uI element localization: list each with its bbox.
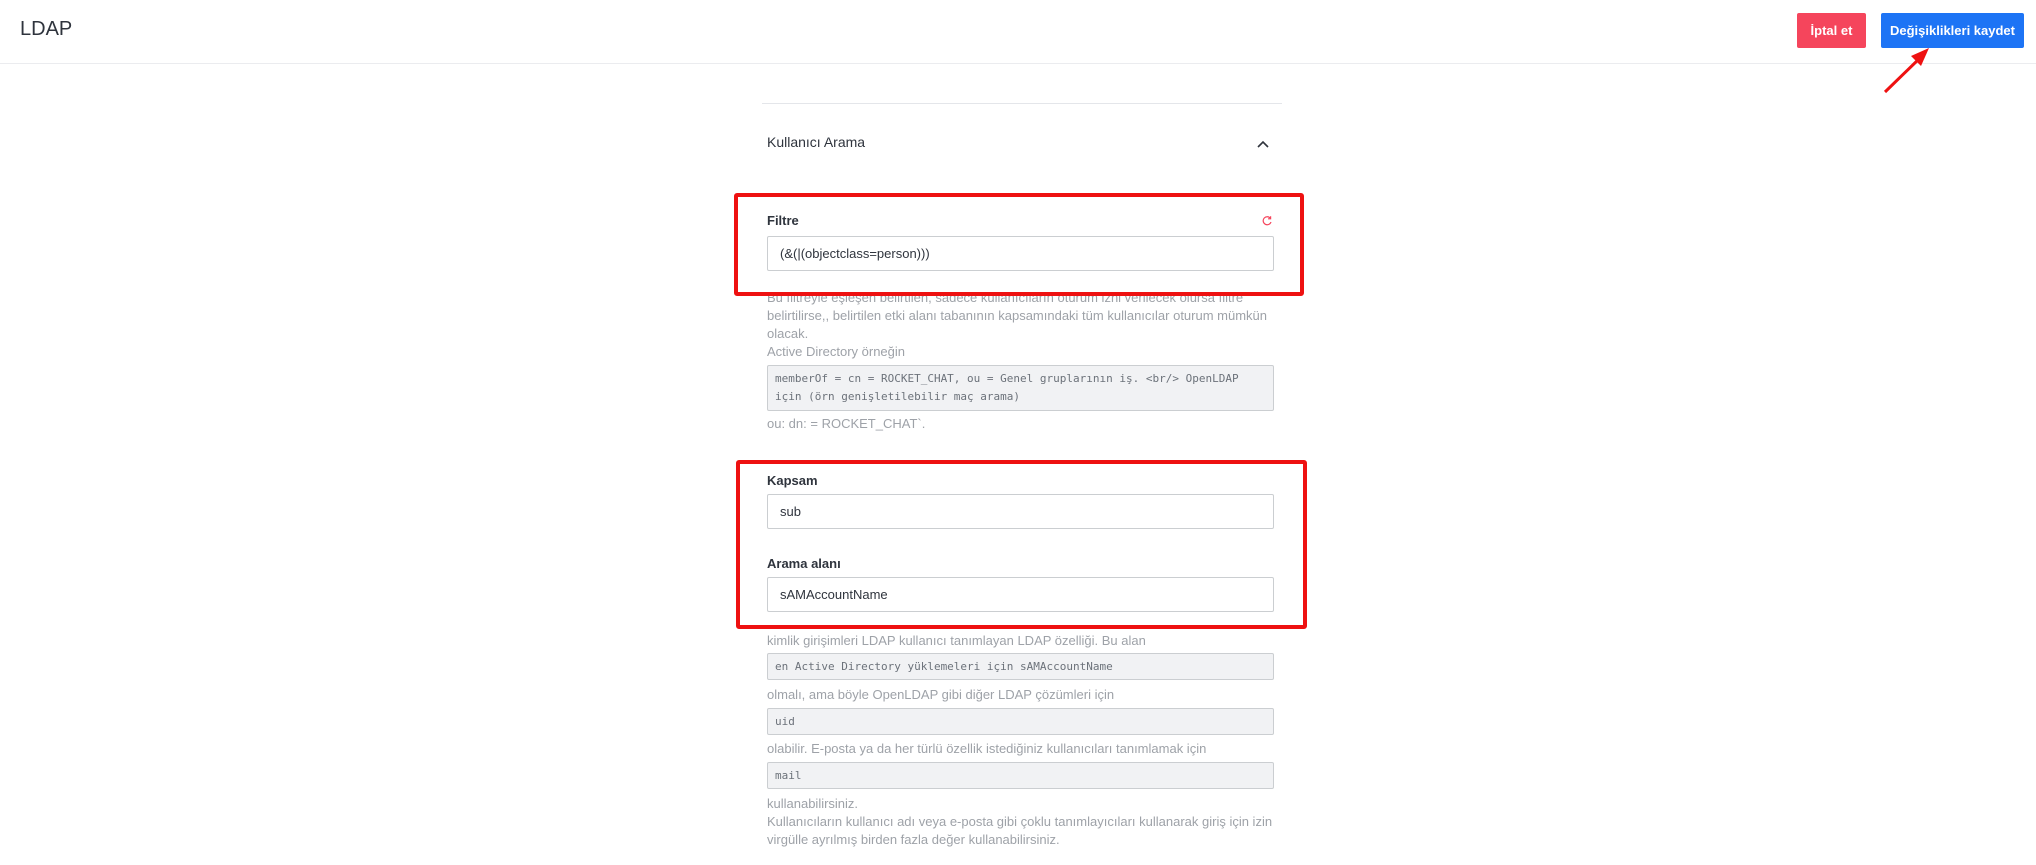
filter-example-code [767, 365, 1274, 411]
code-line: memberOf = cn = ROCKET_CHAT, ou = Genel gruplarının iş. <br/> OpenLDAP [775, 372, 1239, 385]
hint-line: Kullanıcıların kullanıcı adı veya e-posta gibi çoklu tanımlayıcıları kullanarak giriş için izin [767, 814, 1273, 829]
hint-line: kullanabilirsiniz. [767, 796, 859, 811]
filter-hint-line: Active Directory örneğin [767, 344, 905, 359]
filter-hint-after: ou: dn: = ROCKET_CHAT`. [767, 416, 926, 431]
filter-label: Filtre [767, 213, 799, 228]
filter-hint-line: olacak. [767, 326, 809, 341]
search-field-hint: olmalı, ama böyle OpenLDAP gibi diğer LDAP çözümleri için [767, 687, 1115, 702]
section-divider [762, 103, 1282, 104]
filter-input[interactable] [767, 236, 1274, 271]
scope-label: Kapsam [767, 473, 818, 488]
hint-line: virgülle ayrılmış birden fazla değer kullanabilirsiniz. [767, 832, 1060, 847]
filter-hint-line: belirtilirse,, belirtilen etki alanı tabanının kapsamındaki tüm kullanıcılar oturum mümkün [767, 308, 1268, 323]
reset-icon[interactable] [1261, 215, 1273, 227]
code-line: için (örn genişletilebilir maç arama) [775, 390, 1021, 403]
page-title: LDAP [20, 18, 73, 40]
filter-hint [767, 289, 1277, 361]
search-field-code: mail [767, 762, 1274, 789]
search-field-input[interactable] [767, 577, 1274, 612]
search-field-code: en Active Directory yüklemeleri için sAMAccountName [767, 653, 1274, 680]
search-field-hint: kimlik girişimleri LDAP kullanıcı tanımlayan LDAP özelliği. Bu alan [767, 633, 1146, 648]
chevron-up-icon[interactable] [1255, 136, 1271, 152]
search-field-hint: olabilir. E-posta ya da her türlü özellik istediğiniz kullanıcıları tanımlamak için [767, 741, 1207, 756]
cancel-button[interactable]: İptal et [1797, 13, 1866, 48]
page-header [0, 0, 2036, 64]
search-field-label: Arama alanı [767, 556, 841, 571]
section-title: Kullanıcı Arama [767, 134, 866, 150]
scope-input[interactable] [767, 494, 1274, 529]
search-field-code: uid [767, 708, 1274, 735]
search-field-hint [767, 795, 1277, 849]
save-changes-button[interactable]: Değişiklikleri kaydet [1881, 13, 2024, 48]
filter-hint-line: Bu filtreyle eşleşen belirtilen, sadece kullanıcıların oturum izni verilecek olursa filtre [767, 290, 1244, 305]
